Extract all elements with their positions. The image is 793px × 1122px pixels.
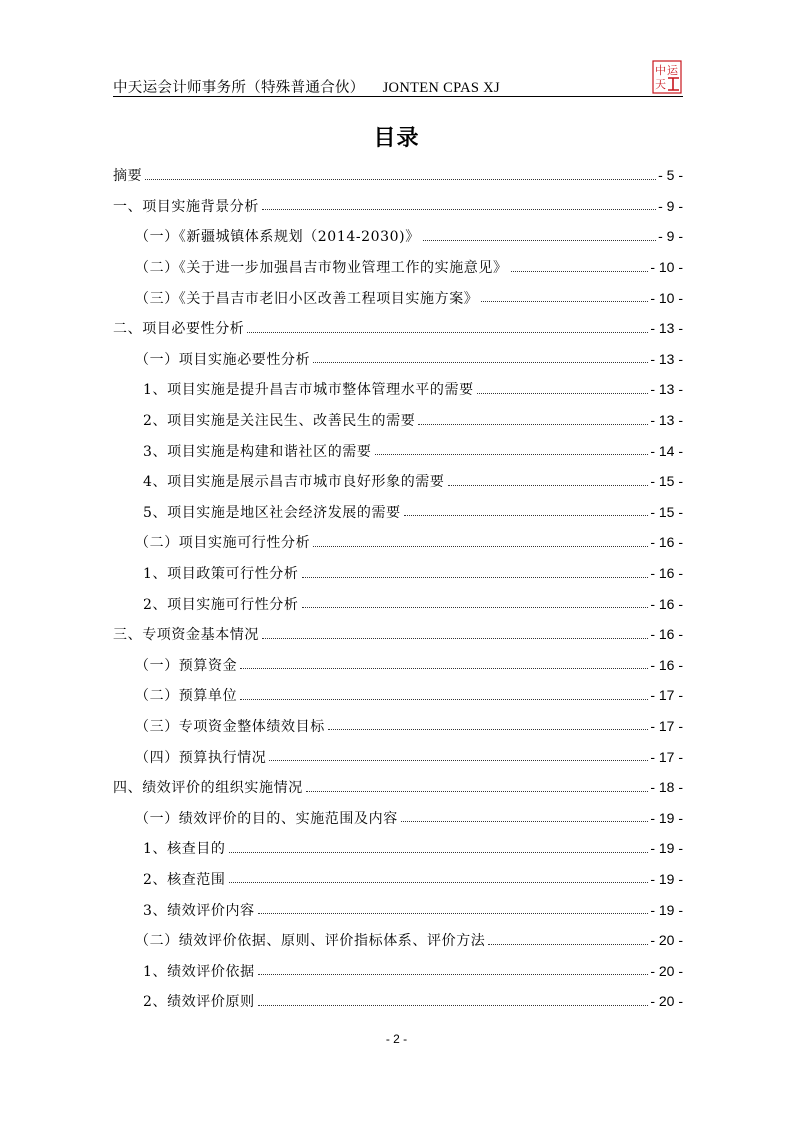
- toc-entry-label: 2、项目实施是关注民生、改善民生的需要: [143, 413, 416, 430]
- dot-leader: [313, 546, 648, 547]
- toc-entry[interactable]: [113, 986, 683, 1017]
- dot-leader: [229, 852, 649, 853]
- dot-leader: [258, 1005, 649, 1006]
- toc-entry[interactable]: [113, 252, 683, 283]
- toc-entry-label: （三）专项资金整体绩效目标: [135, 718, 325, 735]
- dot-leader: [306, 791, 649, 792]
- toc-entry-page: - 18 -: [650, 779, 683, 796]
- dot-leader: [240, 668, 648, 669]
- toc-entry-label: 一、项目实施背景分析: [113, 198, 259, 215]
- toc-entry-label: 3、项目实施是构建和谐社区的需要: [143, 443, 372, 460]
- toc-entry-label: （一）《新疆城镇体系规划（2014-2030)》: [135, 229, 420, 246]
- dot-leader: [145, 179, 656, 180]
- toc-entry[interactable]: [113, 802, 683, 833]
- toc-entry-label: （一）预算资金: [135, 657, 238, 674]
- dot-leader: [401, 821, 649, 822]
- dot-leader: [269, 760, 648, 761]
- table-of-contents: [113, 160, 683, 1017]
- company-logo: [652, 60, 682, 94]
- svg-text:天: 天: [655, 78, 666, 91]
- toc-entry[interactable]: [113, 160, 683, 191]
- header-org-name: 中天运会计师事务所（特殊普通合伙）: [113, 80, 365, 96]
- svg-text:运: 运: [667, 64, 678, 77]
- toc-entry[interactable]: [113, 374, 683, 405]
- dot-leader: [488, 944, 648, 945]
- toc-entry-label: 1、项目政策可行性分析: [143, 566, 299, 583]
- dot-leader: [404, 515, 649, 516]
- dot-leader: [328, 729, 649, 730]
- toc-entry-label: （二）《关于进一步加强昌吉市物业管理工作的实施意见》: [135, 260, 508, 277]
- toc-entry-page: - 16 -: [650, 656, 683, 673]
- toc-entry-label: （一）绩效评价的目的、实施范围及内容: [135, 810, 398, 827]
- toc-entry-page: - 9 -: [658, 197, 683, 214]
- toc-entry-page: - 19 -: [650, 901, 683, 918]
- toc-entry[interactable]: [113, 221, 683, 252]
- toc-entry-page: - 10 -: [650, 289, 683, 306]
- toc-entry[interactable]: [113, 833, 683, 864]
- toc-entry[interactable]: [113, 741, 683, 772]
- toc-entry-page: - 20 -: [650, 932, 683, 949]
- toc-entry[interactable]: [113, 497, 683, 528]
- dot-leader: [258, 974, 649, 975]
- toc-entry-label: 5、项目实施是地区社会经济发展的需要: [143, 504, 401, 521]
- dot-leader: [229, 882, 649, 883]
- toc-entry[interactable]: [113, 955, 683, 986]
- toc-entry[interactable]: [113, 650, 683, 681]
- dot-leader: [258, 913, 649, 914]
- toc-entry-label: （二）绩效评价依据、原则、评价指标体系、评价方法: [135, 933, 486, 950]
- toc-entry[interactable]: [113, 680, 683, 711]
- toc-entry[interactable]: [113, 864, 683, 895]
- header-divider: [113, 96, 683, 97]
- toc-entry-page: - 19 -: [650, 840, 683, 857]
- toc-entry-page: - 14 -: [650, 442, 683, 459]
- toc-entry-page: - 17 -: [650, 748, 683, 765]
- toc-entry[interactable]: [113, 405, 683, 436]
- toc-entry-label: 1、绩效评价依据: [143, 963, 255, 980]
- toc-entry[interactable]: [113, 711, 683, 742]
- dot-leader: [511, 271, 649, 272]
- toc-entry-label: 三、专项资金基本情况: [113, 627, 259, 644]
- toc-entry-label: （二）项目实施可行性分析: [135, 535, 311, 552]
- toc-entry[interactable]: [113, 558, 683, 589]
- toc-entry-label: （三）《关于昌吉市老旧小区改善工程项目实施方案》: [135, 290, 479, 307]
- toc-entry-page: - 5 -: [658, 167, 683, 184]
- toc-entry[interactable]: [113, 282, 683, 313]
- svg-text:中: 中: [655, 64, 666, 77]
- toc-entry[interactable]: [113, 435, 683, 466]
- toc-entry-label: 1、核查目的: [143, 841, 226, 858]
- toc-entry[interactable]: [113, 527, 683, 558]
- dot-leader: [418, 424, 648, 425]
- toc-entry-page: - 13 -: [650, 412, 683, 429]
- dot-leader: [448, 485, 649, 486]
- toc-entry-label: 4、项目实施是展示昌吉市城市良好形象的需要: [143, 474, 445, 491]
- dot-leader: [375, 454, 649, 455]
- toc-entry-label: 二、项目必要性分析: [113, 321, 245, 338]
- toc-entry-page: - 16 -: [650, 626, 683, 643]
- dot-leader: [313, 362, 648, 363]
- dot-leader: [262, 638, 648, 639]
- dot-leader: [240, 699, 648, 700]
- header-text: [113, 76, 500, 97]
- toc-entry-page: - 9 -: [658, 228, 683, 245]
- toc-entry[interactable]: [113, 588, 683, 619]
- toc-entry-label: （一）项目实施必要性分析: [135, 351, 311, 368]
- toc-entry-page: - 20 -: [650, 993, 683, 1010]
- toc-entry-page: - 17 -: [650, 717, 683, 734]
- toc-entry[interactable]: [113, 191, 683, 222]
- toc-entry-page: - 16 -: [650, 534, 683, 551]
- toc-entry-page: - 19 -: [650, 809, 683, 826]
- toc-entry[interactable]: [113, 772, 683, 803]
- toc-entry-label: （四）预算执行情况: [135, 749, 267, 766]
- toc-entry-page: - 15 -: [650, 503, 683, 520]
- toc-entry-page: - 13 -: [650, 350, 683, 367]
- dot-leader: [247, 332, 648, 333]
- toc-entry-label: 2、项目实施可行性分析: [143, 596, 299, 613]
- toc-entry-page: - 20 -: [650, 962, 683, 979]
- page-number: - 2 -: [385, 1032, 408, 1046]
- toc-entry-label: 3、绩效评价内容: [143, 902, 255, 919]
- toc-entry-label: 2、核查范围: [143, 871, 226, 888]
- dot-leader: [423, 240, 656, 241]
- dot-leader: [262, 209, 656, 210]
- toc-entry-label: 2、绩效评价原则: [143, 994, 255, 1011]
- dot-leader: [481, 301, 648, 302]
- page-title: 目录: [373, 126, 420, 151]
- toc-entry-page: - 13 -: [650, 381, 683, 398]
- toc-entry-page: - 10 -: [650, 259, 683, 276]
- toc-entry-label: 四、绩效评价的组织实施情况: [113, 780, 303, 797]
- toc-entry-page: - 15 -: [650, 473, 683, 490]
- toc-entry[interactable]: [113, 619, 683, 650]
- toc-entry[interactable]: [113, 925, 683, 956]
- toc-entry[interactable]: [113, 894, 683, 925]
- toc-entry-page: - 13 -: [650, 320, 683, 337]
- toc-entry[interactable]: [113, 466, 683, 497]
- toc-entry-page: - 16 -: [650, 595, 683, 612]
- dot-leader: [302, 577, 649, 578]
- dot-leader: [302, 607, 649, 608]
- toc-entry-page: - 17 -: [650, 687, 683, 704]
- dot-leader: [477, 393, 649, 394]
- toc-entry[interactable]: [113, 344, 683, 375]
- toc-entry-label: 摘要: [113, 168, 143, 185]
- toc-entry-label: （二）预算单位: [135, 688, 238, 705]
- toc-entry-page: - 16 -: [650, 565, 683, 582]
- toc-entry-label: 1、项目实施是提升昌吉市城市整体管理水平的需要: [143, 382, 474, 399]
- toc-entry-page: - 19 -: [650, 870, 683, 887]
- header-org-name-en: JONTEN CPAS XJ: [382, 80, 500, 96]
- toc-entry[interactable]: [113, 313, 683, 344]
